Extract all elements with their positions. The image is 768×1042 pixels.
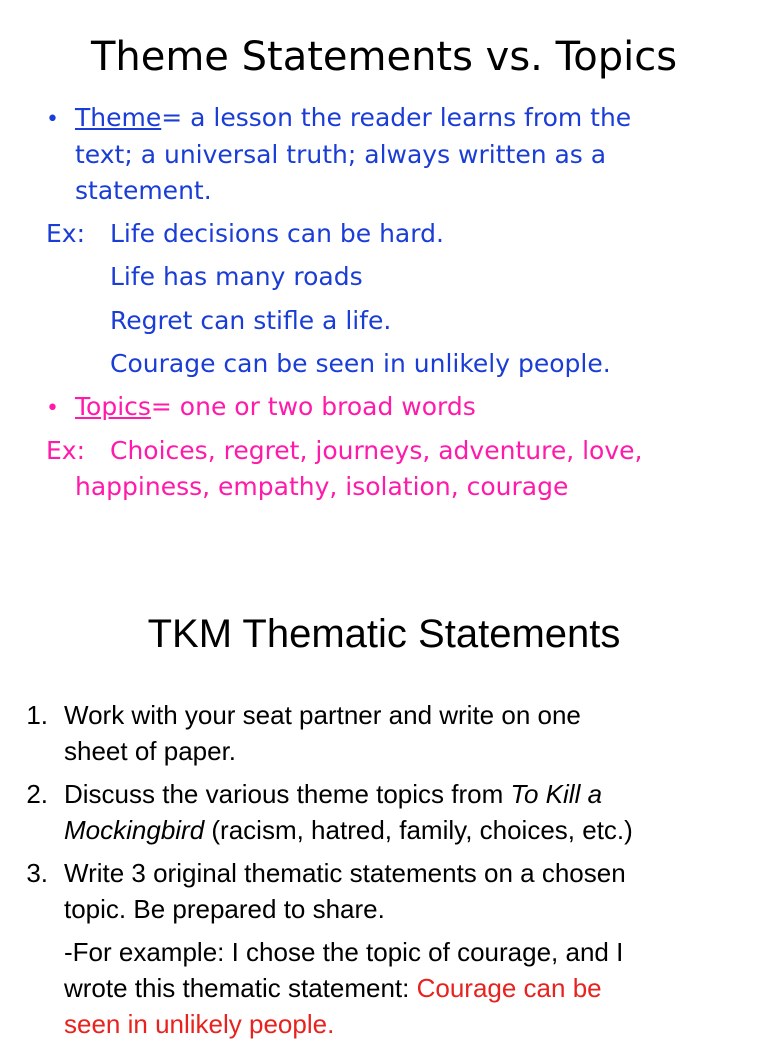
topics-ex-prefix: Ex: [46,436,86,465]
topics-term: Topics [75,392,151,421]
theme-bullet [46,100,59,138]
topics-definition [75,389,476,425]
list-number: 3. [26,858,48,888]
theme-definition-line3: statement. [75,176,212,205]
topics-example-line2: happiness, empathy, isolation, courage [75,472,569,501]
list-number: 1. [26,700,48,730]
theme-ex-prefix: Ex: [46,219,86,248]
example-statement-cont: seen in unlikely people. [64,1009,335,1039]
example-text: wrote this thematic statement: [64,973,417,1003]
slide1-title: Theme Statements vs. Topics [90,34,678,80]
topics-example-line1: Choices, regret, journeys, adventure, love, [110,436,643,465]
list-item-line: sheet of paper. [64,736,237,766]
list-item-line: Write 3 original thematic statements on a chosen [64,858,626,888]
theme-def-text: = a lesson the reader learns from the [161,103,632,132]
topics-def-text: = one or two broad words [150,392,476,421]
slide2-title: TKM Thematic Statements [147,612,621,656]
list-number: 2. [26,779,48,809]
theme-example: Life decisions can be hard. [110,219,444,248]
book-title: Mockingbird [64,815,205,845]
theme-example: Courage can be seen in unlikely people. [110,349,611,378]
theme-term: Theme [75,103,162,132]
list-item-text: Discuss the various theme topics from [64,779,511,809]
theme-definition-line2: text; a universal truth; always written as a [75,140,607,169]
list-item-line [64,776,602,812]
theme-example: Life has many roads [110,262,363,291]
example-line [64,970,602,1006]
bullet-icon: • [46,396,59,421]
example-line: -For example: I chose the topic of courage, and I [64,937,624,967]
topics-bullet [46,389,59,427]
theme-definition-line1 [75,100,631,136]
theme-example: Regret can stifle a life. [110,306,392,335]
bullet-icon: • [46,107,59,132]
list-item-text: (racism, hatred, family, choices, etc.) [204,815,633,845]
example-statement: Courage can be [416,973,602,1003]
list-item-line: Work with your seat partner and write on one [64,700,581,730]
list-item-line [64,812,633,848]
book-title: To Kill a [510,779,603,809]
list-item-line: topic. Be prepared to share. [64,894,385,924]
